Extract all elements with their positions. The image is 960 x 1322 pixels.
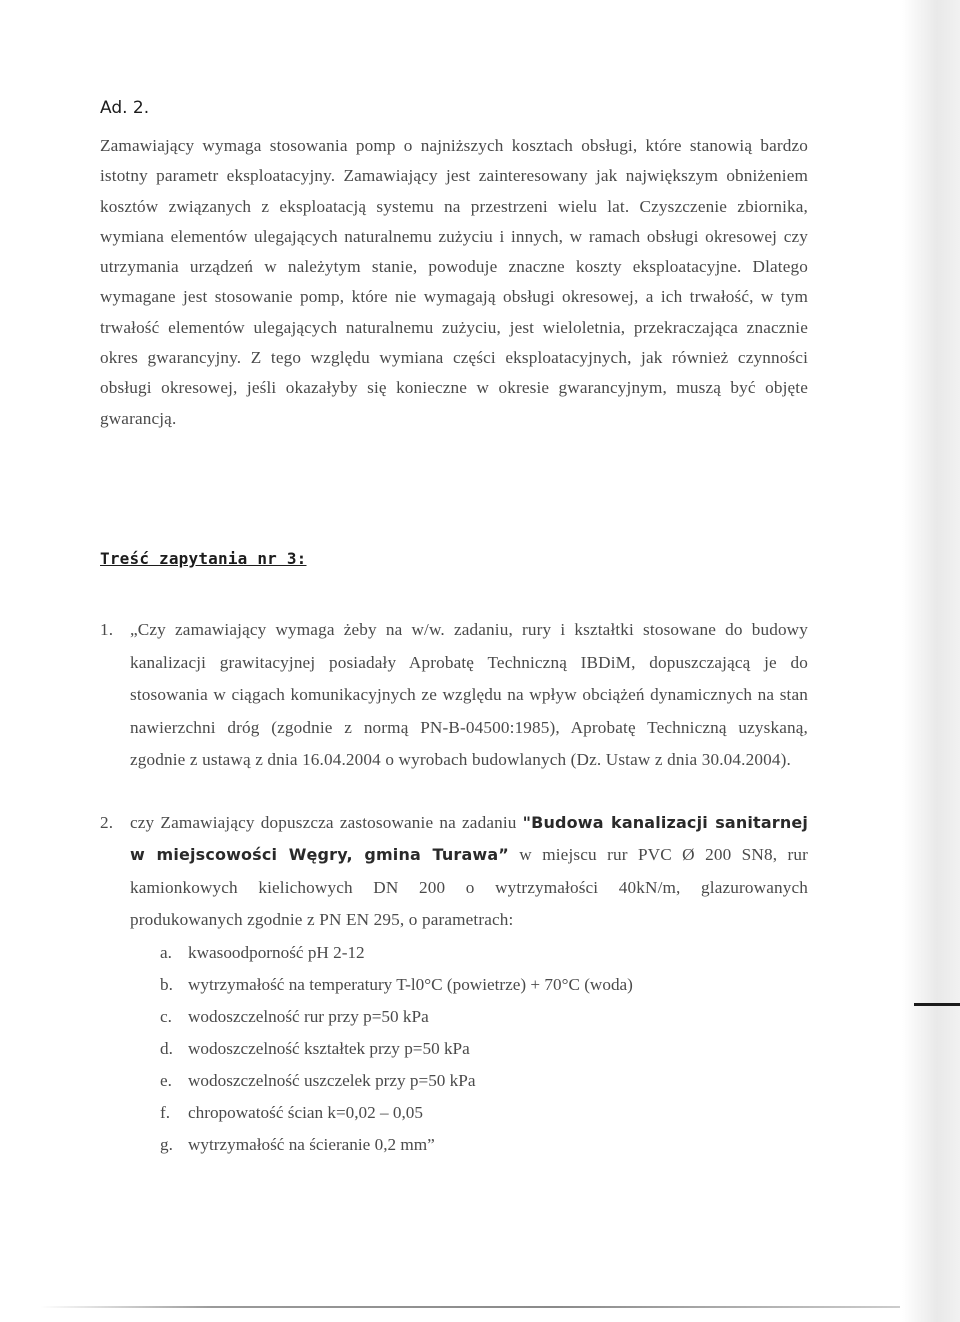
list-item-text: kwasoodporność pH 2-12 — [188, 942, 365, 962]
scan-edge-shadow — [902, 0, 960, 1322]
list-item — [160, 969, 808, 1001]
list-item — [160, 1065, 808, 1097]
question-item-1 — [100, 614, 808, 777]
list-item — [160, 1001, 808, 1033]
list-item-text: wytrzymałość na temperatury T-l0°C (powietrze) + 70°C (woda) — [188, 974, 633, 994]
question-item-2 — [100, 807, 808, 937]
list-item — [160, 937, 808, 969]
question-number: 2. — [100, 812, 114, 832]
list-item-text: wytrzymałość na ścieranie 0,2 mm” — [188, 1134, 435, 1154]
question-text: „Czy zamawiający wymaga żeby na w/w. zadaniu, rury i kształtki stosowane do budowy kanalizacji grawitacyjnej posiadały Aprobatę Techniczną IBDiM, dopuszczającą je do stosowania w ciągach komunikacyjnych ze względu na wpływ obciążeń dynamicznych na stan nawierzchni dróg (zgodnie z normą PN-B-04500:1985), Aprobatę Techniczną uzyskaną, zgodnie z ustawą z dnia 16.04.2004 o wyrobach budowlanych (Dz. Ustaw z dnia 30.04.2004). — [130, 620, 808, 769]
list-item-letter: c. — [160, 1006, 172, 1026]
answer-paragraph: Zamawiający wymaga stosowania pomp o najniższych kosztach obsługi, które stanowią bardzo istotny parametr eksploatacyjny. Zamawiający jest zainteresowany jak największym obniżeniem kosztów związanych z eksploatacją systemu na przestrzeni wielu lat. Czyszczenie zbiornika, wymiana elementów ulegających naturalnemu zużyciu i innych, w ramach obsługi okresowej czy utrzymania urządzeń w należytym stanie, powoduje znaczne koszty eksploatacyjne. Dlatego wymagane jest stosowanie pomp, które nie wymagają obsługi okresowej, a ich trwałość, w tym trwałość elementów ulegających naturalnemu zużyciu, jest wieloletnia, przekraczająca znacznie okres gwarancyjny. Z tego względu wymiana części eksploatacyjnych, jak również czynności obsługi okresowej, jeśli okazałyby się konieczne w okresie gwarancyjnym, muszą być objęte gwarancją. — [100, 136, 808, 428]
list-item-text: chropowatość ścian k=0,02 – 0,05 — [188, 1102, 423, 1122]
list-item — [160, 1033, 808, 1065]
section-heading: Ad. 2. — [100, 98, 150, 118]
list-item-letter: g. — [160, 1134, 173, 1154]
question-section-title: Treść zapytania nr 3: — [100, 549, 307, 568]
list-item — [160, 1097, 808, 1129]
list-item-text: wodoszczelność kształtek przy p=50 kPa — [188, 1038, 470, 1058]
list-item-letter: e. — [160, 1070, 172, 1090]
list-item-letter: d. — [160, 1038, 173, 1058]
question-text-before: czy Zamawiający dopuszcza zastosowanie na zadaniu — [130, 812, 523, 832]
list-item — [160, 1129, 808, 1161]
scan-edge-mark — [914, 1003, 960, 1006]
question-list — [100, 614, 808, 1161]
list-item-text: wodoszczelność rur przy p=50 kPa — [188, 1006, 429, 1026]
list-item-letter: a. — [160, 942, 172, 962]
list-item-text: wodoszczelność uszczelek przy p=50 kPa — [188, 1070, 476, 1090]
scan-bottom-line — [40, 1306, 900, 1308]
list-item-letter: f. — [160, 1102, 171, 1122]
parameter-list — [160, 937, 808, 1161]
list-item-letter: b. — [160, 974, 173, 994]
question-text-after: w miejscu rur PVC Ø 200 SN8, rur kamionkowych kielichowych DN 200 o wytrzymałości 40kN/m, glazurowanych produkowanych zgodnie z PN EN 295, o parametrach: — [130, 845, 808, 929]
document-body — [100, 98, 808, 434]
project-name: "Budowa kanalizacji sanitarnej w miejscowości Węgry, gmina Turawa” — [130, 812, 808, 864]
question-number: 1. — [100, 620, 114, 639]
